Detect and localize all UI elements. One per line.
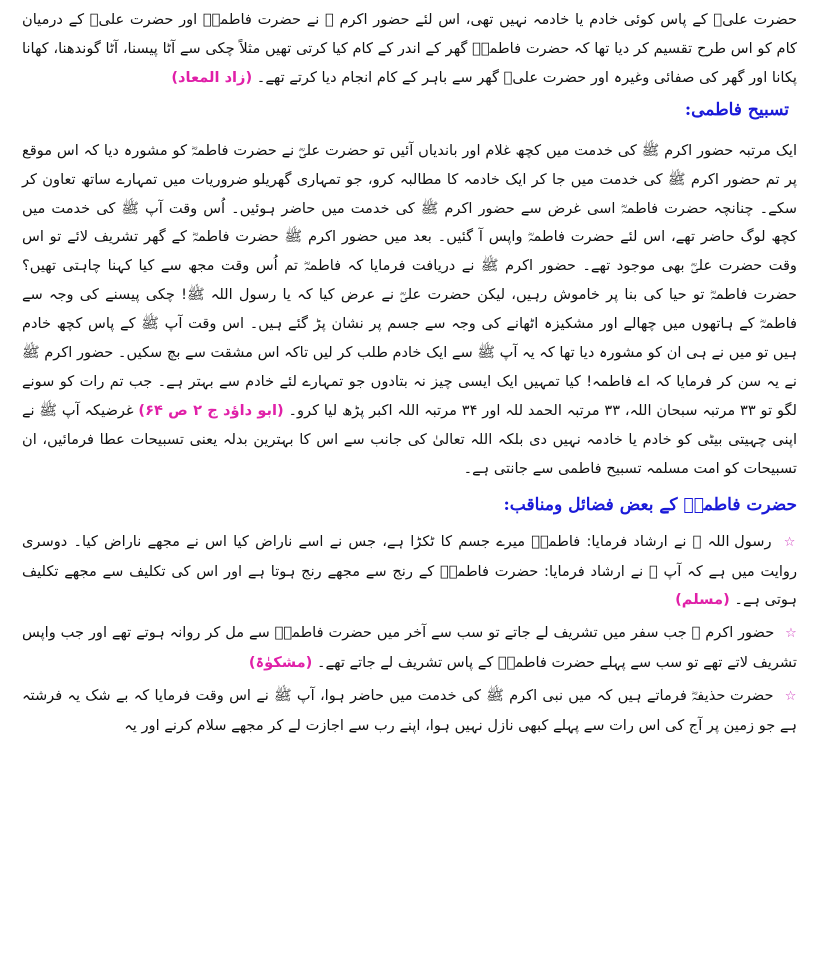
virtue-item	[22, 682, 797, 741]
intro-text: حضرت علیؓ کے پاس کوئی خادم یا خادمہ نہیں تھی، اس لئے حضور اکرم ﷺ نے حضرت فاطمہؓ اور حضرت علیؓ کے درمیان کام کو اس طرح تقسیم کر دیا تھا کہ حضرت فاطمہؓ گھر کے اندر کے کام کیا کرتی تھیں مثلاً چکی سے آٹا پیسنا، آٹا گوندھنا، کھانا پکانا اور گھر کی صفائی وغیرہ اور حضرت علیؓ گھر سے باہر کے کام انجام دیا کرتے تھے۔	[22, 11, 797, 86]
intro-reference: (زاد المعاد)	[171, 68, 253, 86]
tasbih-text-continued: غرضیکہ آپ ﷺ نے اپنی چہیتی بیٹی کو خادم یا خادمہ نہیں دی بلکہ اللہ تعالیٰ کی جانب سے اس کا بہترین بدلہ یعنی تسبیحات عطا فرمائیں، ان تسبیحات کو امت مسلمہ تسبیح فاطمی سے جانتی ہے۔	[22, 401, 797, 477]
star-icon: ☆	[784, 689, 797, 705]
star-icon: ☆	[783, 534, 798, 550]
tasbih-heading: تسبیح فاطمی:	[684, 99, 789, 120]
virtue-text: حضرت حذیفہؓ فرماتے ہیں کہ میں نبی اکرم ﷺ کی خدمت میں حاضر ہوا، آپ ﷺ نے اس وقت فرمایا کہ بے شک یہ فرشتہ ہے جو زمین پر آج کی اس رات سے پہلے کبھی نازل نہیں ہوا، اپنے رب سے اجازت لے کر مجھے سلام کرنے اور یہ	[22, 687, 797, 735]
tasbih-paragraph	[22, 137, 797, 484]
tasbih-text: ایک مرتبہ حضور اکرم ﷺ کی خدمت میں کچھ غلام اور باندیاں آئیں تو حضرت علیؓ نے حضرت فاطمہؓ کو مشورہ دیا کہ اس موقع پر تم حضور اکرم ﷺ کی خدمت میں جا کر ایک خادمہ کا مطالبہ کرو، جو تمہاری گھریلو ضروریات میں تمہارے ساتھ تعاون کر سکے۔ چنانچہ حضرت فاطمہؓ اسی غرض سے حضور اکرم ﷺ کی خدمت میں حاضر ہوئیں۔ اُس وقت آپ ﷺ کی خدمت میں کچھ لوگ حاضر تھے، اس لئے حضرت فاطمہؓ واپس آ گئیں۔ بعد میں حضور اکرم ﷺ حضرت فاطمہؓ کے گھر تشریف لائے تو اس وقت حضرت علیؓ بھی موجود تھے۔ حضور اکرم ﷺ نے دریافت فرمایا کہ فاطمہؓ تم اُس وقت مجھ سے کیا کہنا چاہتی تھیں؟ حضرت فاطمہؓ تو حیا کی بنا پر خاموش رہیں، لیکن حضرت علیؓ نے عرض کیا کہ یا رسول اللہ ﷺ! چکی پیسنے کی وجہ سے فاطمہؓ کے ہاتھوں میں چھالے اور مشکیزہ اٹھانے کی وجہ سے جسم پر نشان پڑ گئے ہیں۔ اس وقت آپ ﷺ کے پاس کچھ خادم ہیں تو میں نے ہی ان کو مشورہ دیا تھا کہ یہ آپ ﷺ سے ایک خادم طلب کر لیں تاکہ اس مشقت سے بچ سکیں۔ حضور اکرم ﷺ نے یہ سن کر فرمایا کہ اے فاطمہ! کیا تمہیں ایک ایسی چیز نہ بتادوں جو تمہارے لئے خادم سے بہتر ہے۔ جب تم رات کو سونے لگو تو ۳۳ مرتبہ سبحان اللہ، ۳۳ مرتبہ الحمد للہ اور ۳۴ مرتبہ اللہ اکبر پڑھ لیا کرو۔	[22, 141, 798, 419]
virtue-item	[22, 619, 797, 678]
virtue-item	[22, 528, 797, 616]
star-icon: ☆	[785, 626, 798, 642]
virtue-reference: (مسلم)	[675, 591, 730, 609]
virtues-heading: حضرت فاطمہؓ کے بعض فضائل ومناقب:	[503, 494, 797, 515]
virtue-text: رسول اللہ ﷺ نے ارشاد فرمایا: فاطمہؓ میرے جسم کا ٹکڑا ہے، جس نے اسے ناراض کیا اس نے مجھے ناراض کیا۔ دوسری روایت میں ہے کہ آپ ﷺ نے ارشاد فرمایا: حضرت فاطمہؓ کے رنج سے مجھے رنج ہوتا ہے اور اس کی تکلیف سے مجھے تکلیف ہوتی ہے۔	[22, 532, 797, 609]
tasbih-reference: (ابو داؤد ج ۲ ص ۶۴)	[138, 401, 284, 419]
virtue-text: حضور اکرم ﷺ جب سفر میں تشریف لے جاتے تو سب سے آخر میں حضرت فاطمہؓ سے مل کر روانہ ہوتے تھے اور جب واپس تشریف لاتے تھے تو سب سے پہلے حضرت فاطمہؓ کے پاس تشریف لے جاتے تھے۔	[22, 624, 797, 672]
virtue-reference: (مشکوٰۃ)	[248, 654, 313, 672]
intro-paragraph	[22, 6, 797, 93]
